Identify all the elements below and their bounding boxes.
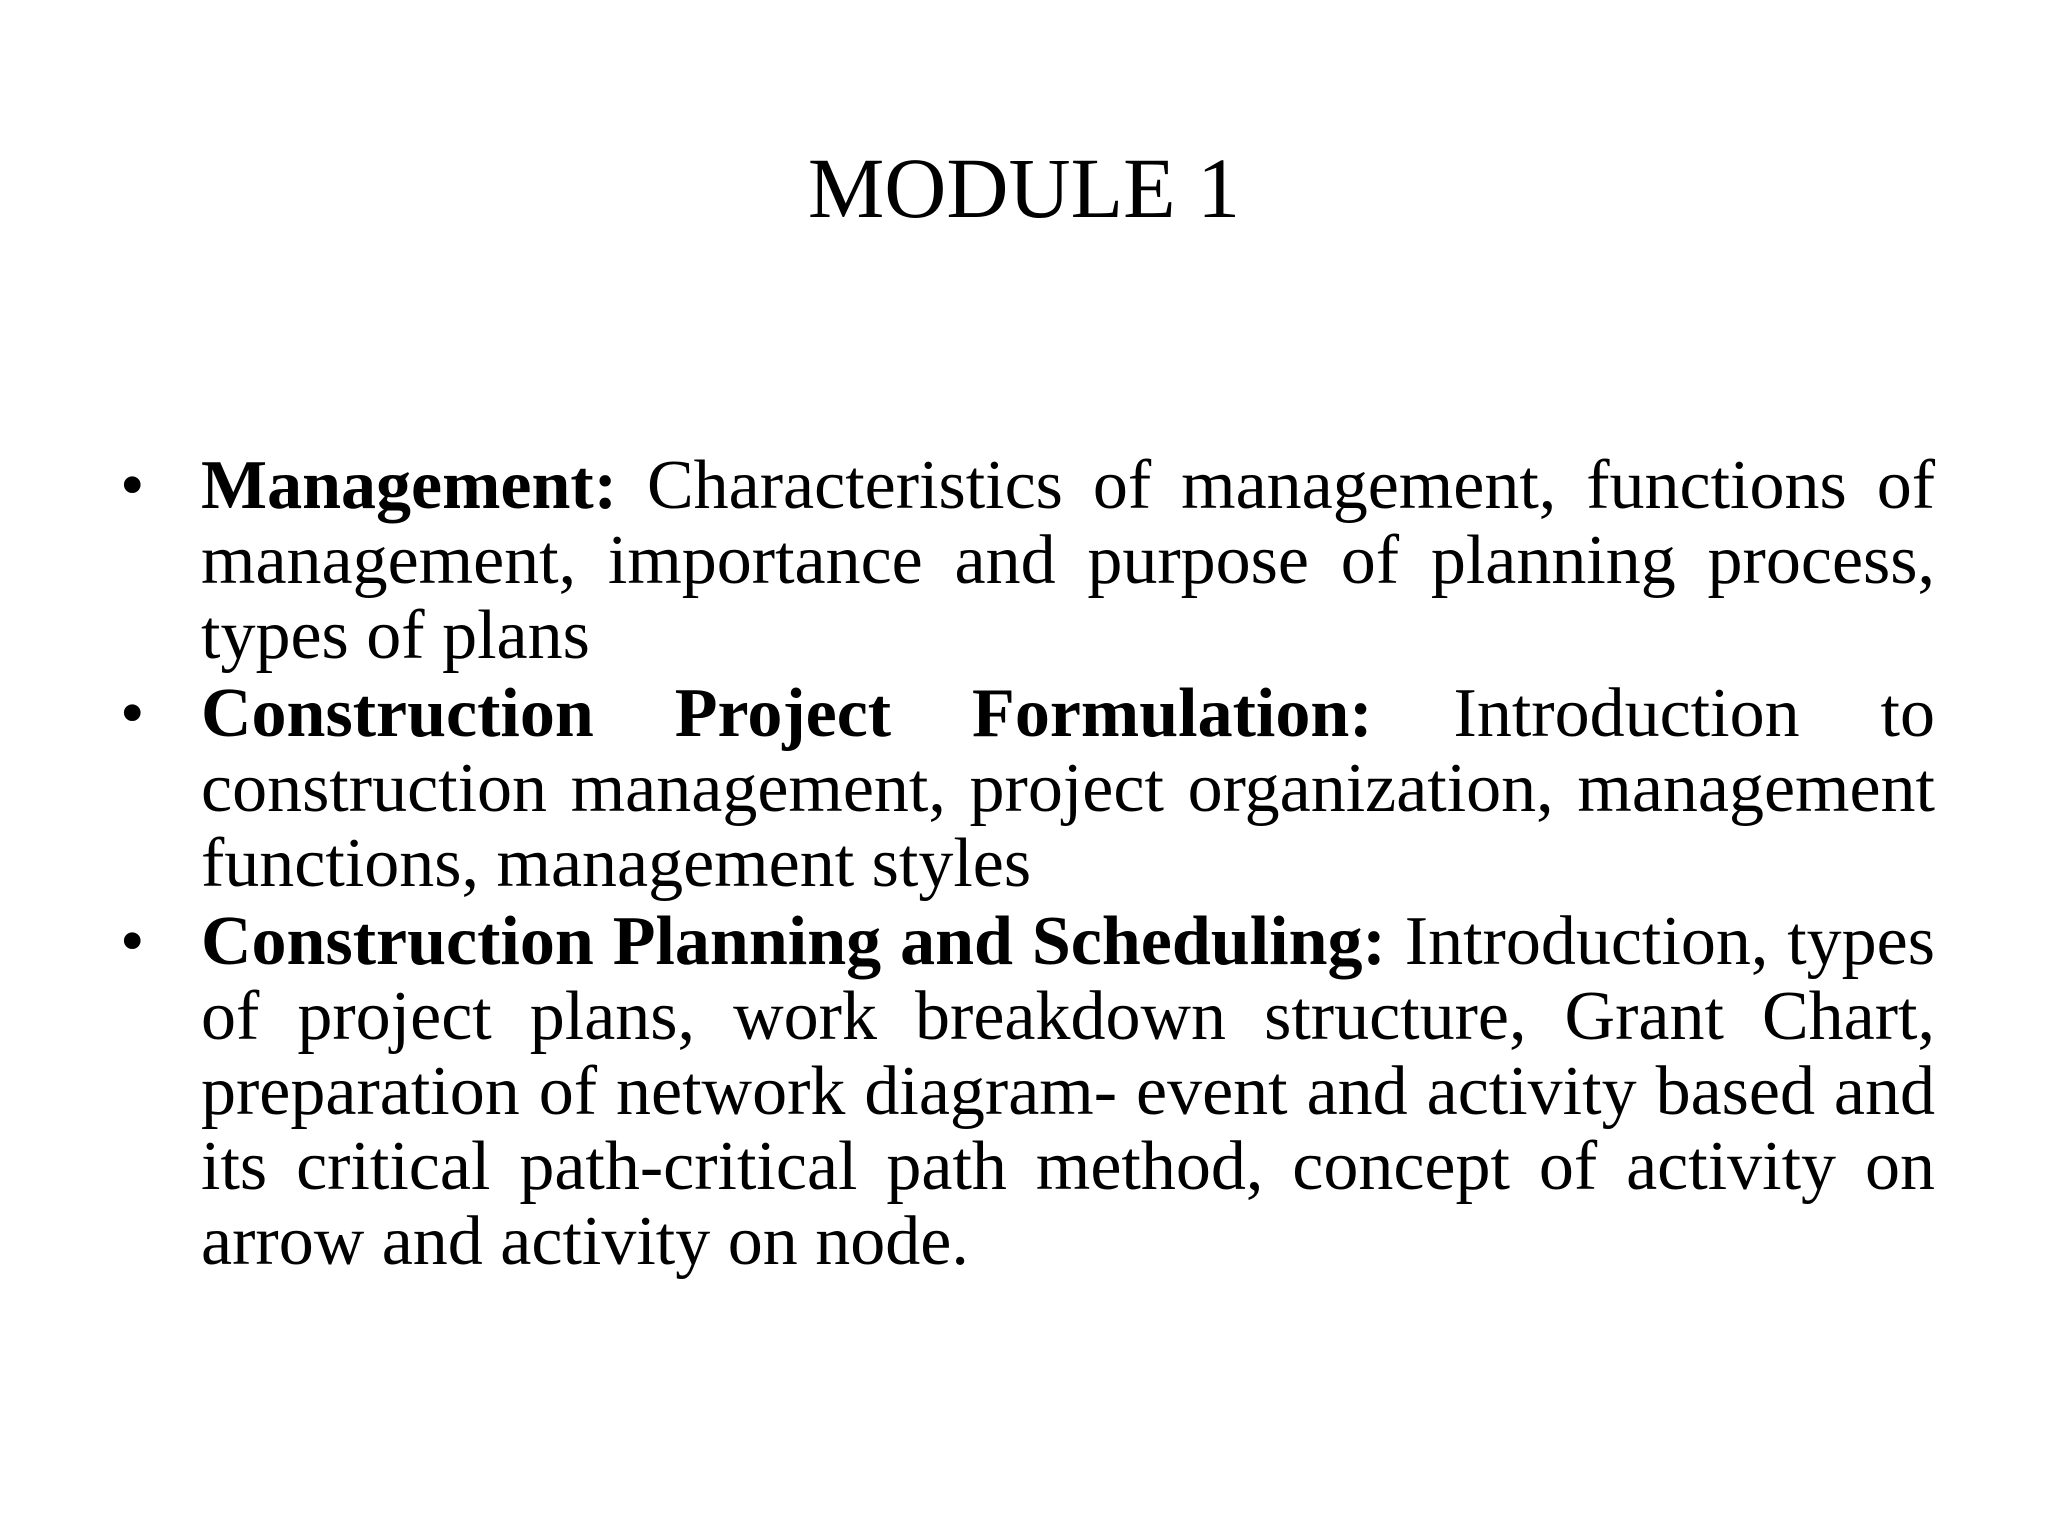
bullet-heading: Construction Project Formulation: [201,675,1373,752]
bullet-icon: • [120,903,145,980]
bullet-item-construction-planning-scheduling [120,904,1935,1279]
bullet-icon: • [120,447,145,524]
slide-title: MODULE 1 [807,140,1241,236]
bullet-list [120,448,1935,1282]
bullet-icon: • [120,675,145,752]
bullet-item-construction-project-formulation [120,676,1935,901]
bullet-text: Introduction, types of project plans, work breakdown structure, Grant Chart, preparation of network diagram- event and activity based and its critical path-critical path method, concept of activity on arrow and activity on node. [201,903,1935,1280]
bullet-text: Characteristics of management, functions of management, importance and purpose of planning process, types of plans [201,447,1936,674]
bullet-heading: Management: [201,447,618,524]
bullet-item-management [120,448,1935,673]
bullet-text: Introduction to construction management, project organization, management functions, management styles [201,675,1935,902]
bullet-heading: Construction Planning and Scheduling: [201,903,1386,980]
